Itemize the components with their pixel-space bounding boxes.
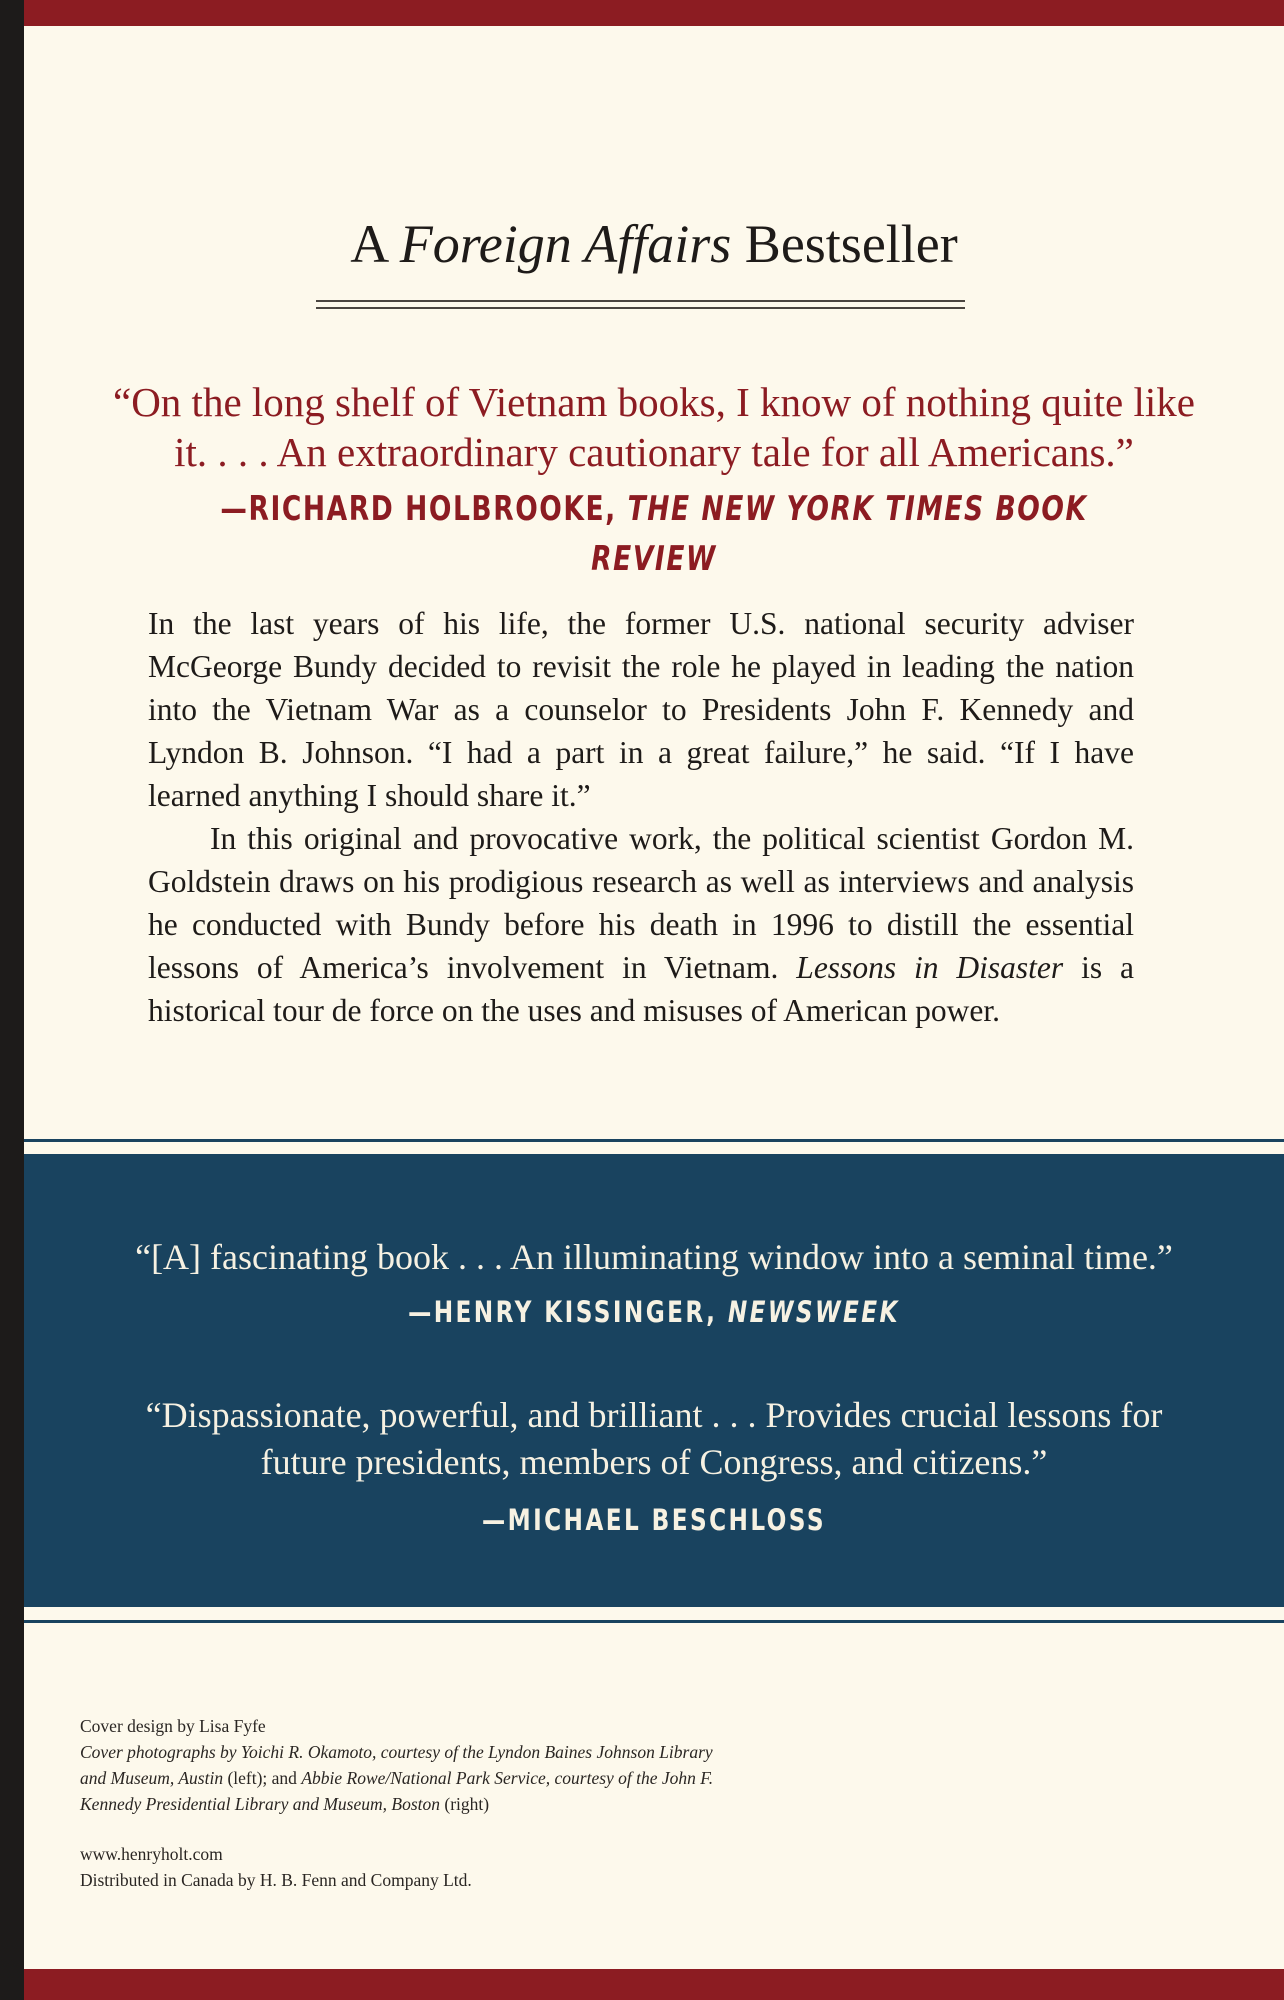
cover-photo-credit-line-1 [80, 1739, 880, 1765]
blue-panel-top-rule [24, 1139, 1284, 1142]
headline-suffix: Bestseller [731, 214, 958, 274]
description-paragraph-2 [148, 817, 1134, 1032]
bottom-red-band [24, 1969, 1284, 2000]
beschloss-quote-line-2: future presidents, members of Congress, and citizens.” [260, 1442, 1048, 1482]
cover-photo-credit-line-2 [80, 1765, 880, 1791]
publisher-website: www.henryholt.com [80, 1844, 223, 1864]
holbrooke-attribution [163, 484, 1146, 584]
photo-credit-text-4: Abbie Rowe/National Park Service, courtesy of the John F. [301, 1768, 714, 1788]
kissinger-attribution-source: NEWSWEEK [727, 1295, 900, 1329]
holbrooke-quote [24, 377, 1284, 477]
headline-prefix: A [350, 214, 400, 274]
kissinger-quote: “[A] fascinating book . . . An illuminating window into a seminal time.” [135, 1237, 1173, 1277]
credits-spacer [80, 1817, 880, 1841]
photo-credit-text-5: Kennedy Presidential Library and Museum, Boston [80, 1794, 441, 1814]
cover-design-credit: Cover design by Lisa Fyfe [80, 1716, 266, 1736]
description-paragraph-1: In the last years of his life, the former U.S. national security adviser McGeorge Bundy decided to revisit the role he played in leading the nation into the Vietnam War as a counselor to Presidents John F. Kennedy and Lyndon B. Johnson. “I had a part in a great failure,” he said. “If I have learned anything I should share it.” [148, 606, 1134, 813]
holbrooke-attribution-name: —RICHARD HOLBROOKE, [220, 489, 628, 529]
beschloss-attribution: —MICHAEL BESCHLOSS [482, 1503, 826, 1537]
holbrooke-quote-line-1: “On the long shelf of Vietnam books, I know of nothing quite like [113, 379, 1195, 425]
description-paragraph-2-end: is a historical tour de force on the uses and misuses of American power. [148, 950, 1134, 1028]
top-red-band [24, 0, 1284, 26]
photo-credit-text-6: (right) [440, 1794, 490, 1814]
kissinger-attribution-name: —HENRY KISSINGER, [408, 1295, 728, 1329]
holbrooke-attribution-source: THE NEW YORK TIMES BOOK REVIEW [591, 489, 1088, 579]
beschloss-quote [24, 1392, 1284, 1486]
cover-photo-credit-line-3 [80, 1791, 880, 1817]
headline-publication: Foreign Affairs [399, 214, 732, 274]
headline [24, 212, 1284, 276]
beschloss-quote-line-1: “Dispassionate, powerful, and brilliant . . . Provides crucial lessons for [145, 1395, 1163, 1435]
photo-credit-text-2: and Museum, Austin [80, 1768, 224, 1788]
blue-panel-bottom-rule [24, 1620, 1284, 1623]
kissinger-attribution [150, 1292, 1158, 1332]
canada-distribution-note: Distributed in Canada by H. B. Fenn and Company Ltd. [80, 1870, 472, 1890]
book-description [148, 602, 1134, 1032]
book-spine-edge [0, 0, 24, 2000]
cover-credits [80, 1713, 880, 1893]
book-title-reference: Lessons in Disaster [796, 950, 1064, 985]
holbrooke-quote-line-2: it. . . . An extraordinary cautionary tale for all Americans.” [174, 429, 1134, 475]
photo-credit-text-3: (left); and [223, 1768, 302, 1788]
description-paragraph-2-start: In this original and provocative work, the political scientist Gordon M. Goldstein draws on his prodigious research as well as interviews and analysis he conducted with Bundy before his death in 1996 to distill the essential lessons of America’s involvement in Vietnam. [148, 821, 1134, 985]
photo-credit-text-1: Cover photographs by Yoichi R. Okamoto, courtesy of the Lyndon Baines Johnson Library [80, 1742, 713, 1762]
double-rule-divider [316, 300, 965, 309]
